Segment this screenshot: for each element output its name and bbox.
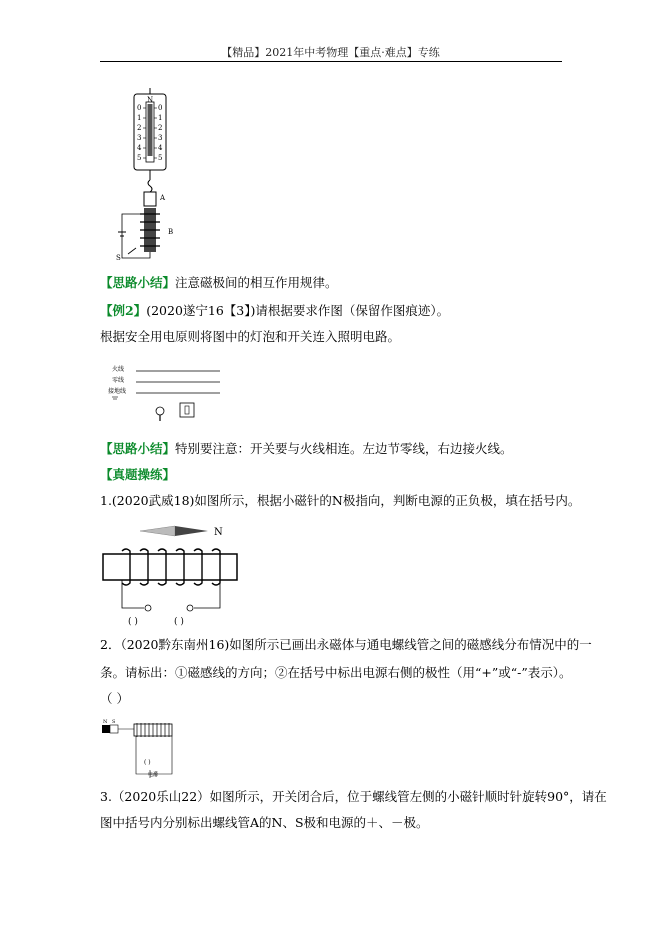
label-b: B xyxy=(168,228,174,236)
example-2-description: 根据安全用电原则将图中的灯泡和开关连入照明电路。 xyxy=(100,329,401,344)
q2-magnet-n: N xyxy=(103,719,108,725)
label-a: A xyxy=(160,194,166,202)
q1-needle-label: N xyxy=(214,527,223,538)
q1-paren-right: ( ) xyxy=(174,617,184,627)
summary-1-tag: 【思路小结】 xyxy=(100,275,176,290)
practice-heading: 【真题操练】 xyxy=(100,467,176,482)
scale-tick-left: 5 xyxy=(137,154,142,162)
scale-label-top: N xyxy=(146,96,154,104)
summary-1 xyxy=(100,274,338,292)
q2-paren: ( ) xyxy=(144,759,151,766)
scale-tick-left: 3 xyxy=(137,134,142,142)
wire-live-label: 火线 xyxy=(112,366,125,373)
wire-ground-label: 接地线 xyxy=(108,388,127,395)
question-2-answer-brackets: （ ） xyxy=(100,691,129,706)
q2-source-label: 电源 xyxy=(148,772,159,778)
scale-tick-right: 0 xyxy=(158,104,163,112)
q2-magnet-s: S xyxy=(112,719,116,725)
scale-tick-left: 1 xyxy=(137,114,142,122)
scale-tick-right: 4 xyxy=(158,144,163,152)
question-3-line-2: 图中括号内分别标出螺线管A的N、S极和电源的＋、－极。 xyxy=(100,815,429,830)
summary-1-text: 注意磁极间的相互作用规律。 xyxy=(175,275,338,290)
question-3-line-1: 3.（2020乐山22）如图所示，开关闭合后，位于螺线管左侧的小磁针顺时针旋转90°，请在 xyxy=(100,789,607,804)
question-2-line-2: 条。请标出：①磁感线的方向；②在括号中标出电源右侧的极性（用“+”或“-”表示）。 xyxy=(100,665,572,680)
q2-magnet-solenoid-figure xyxy=(100,716,180,778)
summary-2-tag: 【思路小结】 xyxy=(100,441,176,456)
q1-paren-left: ( ) xyxy=(128,617,138,627)
spring-scale-electromagnet-figure xyxy=(110,88,190,263)
scale-tick-left: 2 xyxy=(137,124,142,132)
label-s: S xyxy=(116,254,121,262)
question-1: 1.(2020武威18)如图所示，根据小磁针的N极指向，判断电源的正负极，填在括号内。 xyxy=(100,493,581,508)
question-2-line-1: 2．（2020黔东南州16)如图所示已画出永磁体与通电螺线管之间的磁感线分布情况中的一 xyxy=(100,637,592,652)
wire-neutral-label: 零线 xyxy=(112,377,125,384)
lighting-circuit-figure xyxy=(110,363,230,423)
page-header: 【精品】2021年中考物理【重点·难点】专练 xyxy=(221,46,440,59)
example-2-text: 请根据要求作图（保留作图痕迹）。 xyxy=(255,303,450,318)
scale-tick-right: 2 xyxy=(158,124,163,132)
scale-tick-left: 4 xyxy=(137,144,142,152)
scale-tick-right: 1 xyxy=(158,114,163,122)
summary-2-text: 特别要注意：开关要与火线相连。左边节零线，右边接火线。 xyxy=(175,441,513,456)
q1-solenoid-figure xyxy=(100,518,250,628)
header-rule xyxy=(100,61,562,62)
example-2 xyxy=(100,302,449,320)
example-2-source: (2020遂宁16【3】) xyxy=(146,303,256,318)
scale-tick-right: 5 xyxy=(158,154,163,162)
example-2-tag: 【例2】 xyxy=(100,303,147,318)
scale-tick-left: 0 xyxy=(137,104,142,112)
scale-tick-right: 3 xyxy=(158,134,163,142)
summary-2 xyxy=(100,440,513,458)
